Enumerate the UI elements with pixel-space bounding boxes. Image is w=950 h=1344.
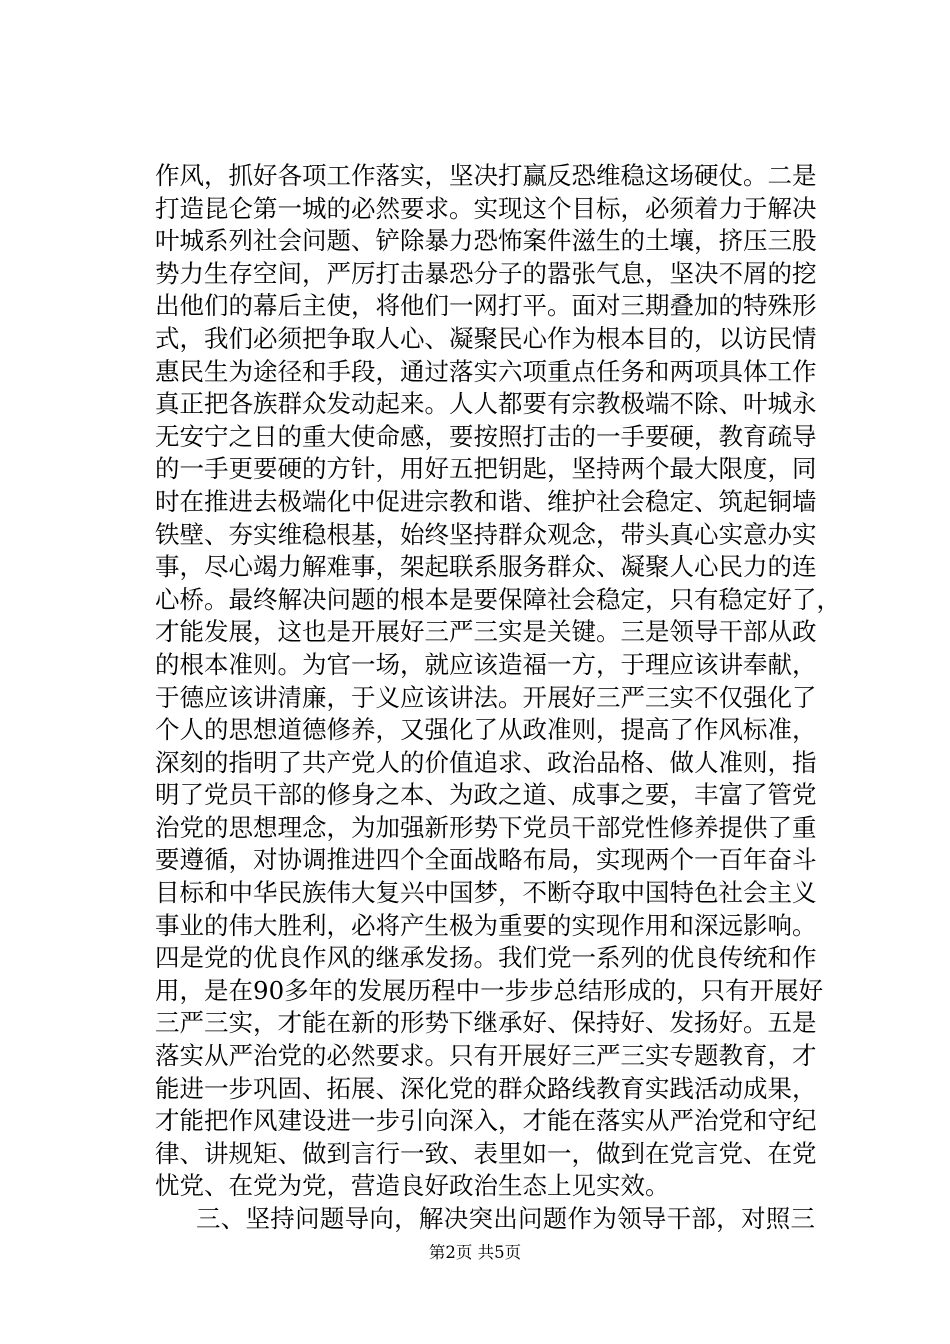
text-line: 要遵循，对协调推进四个全面战略布局，实现两个一百年奋斗 (155, 845, 817, 875)
text-line: 式，我们必须把争取人心、凝聚民心作为根本目的，以访民情 (155, 323, 817, 353)
page-number-footer: 第2页 共5页 (428, 1243, 522, 1262)
text-line: 惠民生为途径和手段，通过落实六项重点任务和两项具体工作 (155, 356, 817, 386)
text-line: 心桥。最终解决问题的根本是要保障社会稳定，只有稳定好了， (155, 584, 841, 614)
text-line: 深刻的指明了共产党人的价值追求、政治品格、做人准则，指 (155, 747, 817, 777)
text-line: 用，是在90多年的发展历程中一步步总结形成的，只有开展好 (155, 975, 824, 1005)
text-line: 无安宁之日的重大使命感，要按照打击的一手要硬，教育疏导 (155, 421, 817, 451)
text-line: 明了党员干部的修身之本、为政之道、成事之要，丰富了管党 (155, 780, 817, 810)
paragraph-end-line: 忧党、在党为党，营造良好政治生态上见实效。 (155, 1171, 670, 1201)
text-line: 事，尽心竭力解难事，架起联系服务群众、凝聚人心民力的连 (155, 552, 817, 582)
text-line: 打造昆仑第一城的必然要求。实现这个目标，必须着力于解决 (155, 193, 817, 223)
body-text (155, 160, 841, 1236)
section-heading-line: 三、坚持问题导向，解决突出问题作为领导干部，对照三 (196, 1204, 815, 1233)
text-line: 能进一步巩固、拓展、深化党的群众路线教育实践活动成果， (155, 1073, 817, 1103)
text-line: 于德应该讲清廉，于义应该讲法。开展好三严三实不仅强化了 (155, 682, 817, 712)
text-line: 治党的思想理念，为加强新形势下党员干部党性修养提供了重 (155, 812, 817, 842)
text-line: 的根本准则。为官一场，就应该造福一方，于理应该讲奉献， (155, 649, 817, 679)
text-line: 才能发展，这也是开展好三严三实是关键。三是领导干部从政 (155, 617, 817, 647)
text-line: 落实从严治党的必然要求。只有开展好三严三实专题教育，才 (155, 1041, 817, 1071)
text-line: 真正把各族群众发动起来。人人都要有宗教极端不除、叶城永 (155, 389, 817, 419)
text-line: 三严三实，才能在新的形势下继承好、保持好、发扬好。五是 (155, 1008, 817, 1038)
text-line: 律、讲规矩、做到言行一致、表里如一，做到在党言党、在党 (155, 1138, 817, 1168)
text-line: 目标和中华民族伟大复兴中国梦，不断夺取中国特色社会主义 (155, 878, 817, 908)
text-line: 的一手更要硬的方针，用好五把钥匙，坚持两个最大限度，同 (155, 454, 817, 484)
text-line: 出他们的幕后主使，将他们一网打平。面对三期叠加的特殊形 (155, 291, 817, 321)
text-line: 才能把作风建设进一步引向深入，才能在落实从严治党和守纪 (155, 1106, 817, 1136)
text-line: 个人的思想道德修养，又强化了从政准则，提高了作风标准， (155, 715, 817, 745)
text-line: 时在推进去极端化中促进宗教和谐、维护社会稳定、筑起铜墙 (155, 486, 817, 516)
text-line: 事业的伟大胜利，必将产生极为重要的实现作用和深远影响。 (155, 910, 817, 940)
text-line: 四是党的优良作风的继承发扬。我们党一系列的优良传统和作 (155, 943, 817, 973)
text-line: 作风，抓好各项工作落实，坚决打赢反恐维稳这场硬仗。二是 (155, 161, 817, 190)
text-line: 叶城系列社会问题、铲除暴力恐怖案件滋生的土壤，挤压三股 (155, 226, 817, 256)
text-line: 铁壁、夯实维稳根基，始终坚持群众观念，带头真心实意办实 (155, 519, 817, 549)
text-line: 势力生存空间，严厉打击暴恐分子的嚣张气息，坚决不屑的挖 (155, 258, 817, 288)
